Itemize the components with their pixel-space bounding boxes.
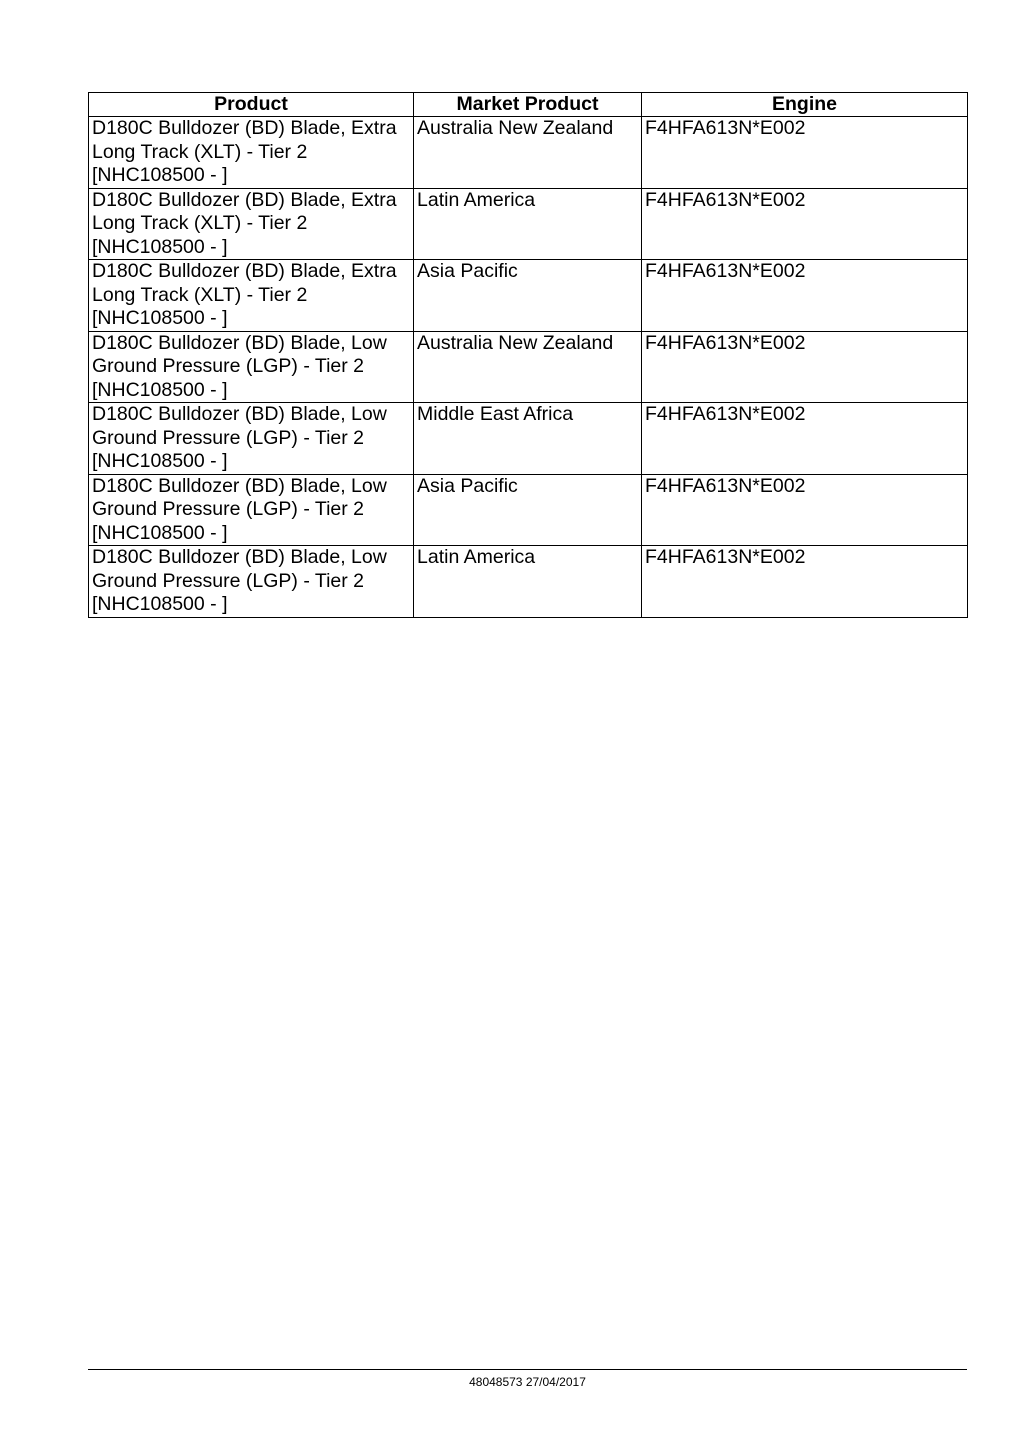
footer-document-id: 48048573 27/04/2017 [469, 1375, 586, 1389]
cell-market-product: Australia New Zealand [414, 331, 642, 403]
table-header-row [89, 93, 968, 117]
cell-market-product: Asia Pacific [414, 474, 642, 546]
cell-market-product: Australia New Zealand [414, 117, 642, 189]
cell-product: D180C Bulldozer (BD) Blade, Extra Long Track (XLT) - Tier 2 [NHC108500 - ] [89, 260, 414, 332]
cell-engine: F4HFA613N*E002 [642, 331, 968, 403]
table-row [89, 188, 968, 260]
cell-market-product: Latin America [414, 546, 642, 618]
cell-market-product: Latin America [414, 188, 642, 260]
cell-product: D180C Bulldozer (BD) Blade, Extra Long Track (XLT) - Tier 2 [NHC108500 - ] [89, 188, 414, 260]
cell-engine: F4HFA613N*E002 [642, 546, 968, 618]
table-row [89, 403, 968, 475]
table-row [89, 331, 968, 403]
cell-market-product: Asia Pacific [414, 260, 642, 332]
cell-engine: F4HFA613N*E002 [642, 403, 968, 475]
cell-market-product: Middle East Africa [414, 403, 642, 475]
footer-divider [88, 1369, 967, 1370]
cell-product: D180C Bulldozer (BD) Blade, Low Ground Pressure (LGP) - Tier 2 [NHC108500 - ] [89, 546, 414, 618]
cell-engine: F4HFA613N*E002 [642, 188, 968, 260]
cell-engine: F4HFA613N*E002 [642, 474, 968, 546]
cell-product: D180C Bulldozer (BD) Blade, Low Ground Pressure (LGP) - Tier 2 [NHC108500 - ] [89, 331, 414, 403]
table-row [89, 546, 968, 618]
product-engine-table [88, 92, 968, 618]
cell-product: D180C Bulldozer (BD) Blade, Low Ground Pressure (LGP) - Tier 2 [NHC108500 - ] [89, 474, 414, 546]
table-row [89, 260, 968, 332]
header-engine: Engine [642, 93, 968, 117]
table-row [89, 474, 968, 546]
table-row [89, 117, 968, 189]
cell-engine: F4HFA613N*E002 [642, 260, 968, 332]
cell-product: D180C Bulldozer (BD) Blade, Extra Long Track (XLT) - Tier 2 [NHC108500 - ] [89, 117, 414, 189]
header-product: Product [89, 93, 414, 117]
header-market-product: Market Product [414, 93, 642, 117]
cell-engine: F4HFA613N*E002 [642, 117, 968, 189]
cell-product: D180C Bulldozer (BD) Blade, Low Ground Pressure (LGP) - Tier 2 [NHC108500 - ] [89, 403, 414, 475]
